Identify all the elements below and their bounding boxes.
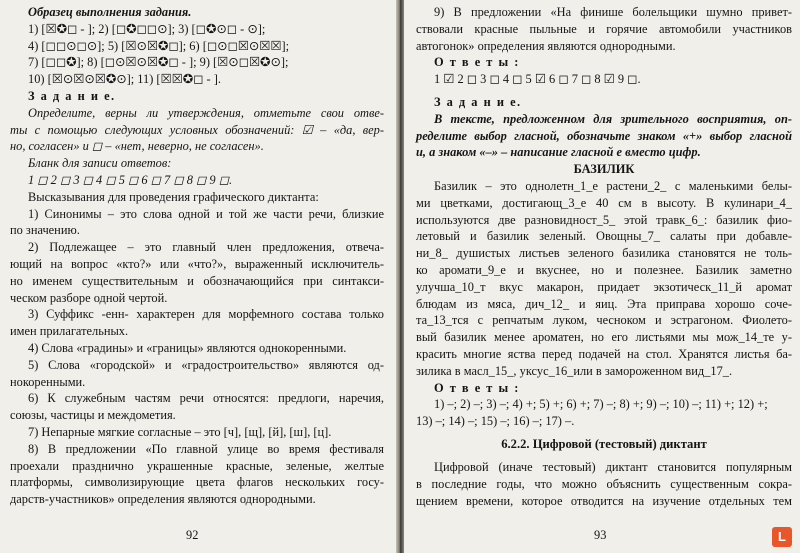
right-text-line: 6.2.2. Цифровой (тестовый) диктант (501, 436, 707, 451)
right-text-line: используются две разновидност_5_ этой травк_6_: базилик фио- (416, 212, 792, 227)
right-page (404, 0, 800, 553)
left-text-line: по значению. (10, 223, 80, 238)
left-text-line: ющий на вопрос «кто?» или «что?», выраженный исключитель- (10, 256, 384, 271)
left-page-number: 92 (186, 528, 199, 542)
left-text-line: Высказывания для проведения графического диктанта: (28, 189, 319, 204)
right-text-line: ни_8_ душистых листьев зеленого базилика становятся не толь- (416, 246, 792, 261)
right-text-line: 13) –; 14) –; 15) –; 16) –; 17) –. (416, 414, 575, 429)
right-text-line: в последние годы, что можно объяснить существенным сокра- (416, 476, 792, 491)
left-text-line: 1 ◻ 2 ◻ 3 ◻ 4 ◻ 5 ◻ 6 ◻ 7 ◻ 8 ◻ 9 ◻. (28, 172, 233, 187)
right-page-number: 93 (594, 528, 607, 542)
left-text-line: ческом разборе одной чертой. (10, 290, 168, 305)
right-text-line: 1 ☑ 2 ◻ 3 ◻ 4 ◻ 5 ☑ 6 ◻ 7 ◻ 8 ☑ 9 ◻. (434, 72, 641, 87)
left-text-line: 1) Синонимы – это слова одной и той же части речи, близкие (28, 206, 384, 221)
left-text-line: З а д а н и е. (28, 88, 116, 103)
left-text-line: 10) [☒⊙☒⊙☒✪⊙]; 11) [☒☒✪◻ - ]. (28, 72, 221, 87)
right-text-line: щением времени, которое отводится на изучение отдельных тем (416, 493, 792, 508)
left-page-text (10, 4, 384, 508)
left-text-line: Образец выполнения задания. (28, 5, 192, 19)
right-text-line: та_13_тся с репчатым луком, чесноком и эстрагоном. Фиолето- (416, 313, 792, 328)
left-text-line: 6) К служебным частям речи относятся: предлоги, наречия, (28, 391, 384, 406)
left-text-line: ты с помощью следующих условных обозначений: ☑ – «да, вер- (10, 122, 384, 137)
right-text-line: ределите выбор гласной, обозначьте знаком «+» выбор гласной (416, 128, 792, 143)
right-text-line: Базилик – это однолетн_1_е растени_2_ с маленькими белы- (434, 178, 792, 193)
left-text-line: союзы, частицы и междометия. (10, 408, 176, 423)
left-text-line: 4) [◻◻⊙◻⊙]; 5) [☒⊙☒✪◻]; 6) [◻⊙◻☒⊙☒☒]; (28, 38, 290, 53)
left-text-line: 7) Непарные мягкие согласные – это [ч], [щ], [й], [ш], [ц]. (28, 424, 332, 439)
right-text-line: БАЗИЛИК (573, 162, 635, 177)
left-text-line: дарств-участников» определения являются однородными. (10, 492, 316, 507)
book-gutter (396, 0, 404, 553)
right-text-line: Цифровой (иначе тестовый) диктант становится популярным (434, 459, 792, 474)
right-text-line: вый базилик менее ароматен, но его листьями мы мож_14_те у- (416, 330, 792, 345)
right-text-line: красить многие яства перед подачей на стол. Хранятся листья ба- (416, 346, 792, 361)
right-text-line: З а д а н и е. (434, 94, 522, 109)
left-text-line: имен прилагательных. (10, 324, 129, 339)
left-text-line: 5) Слова «городской» и «градостроительство» являются од- (28, 357, 384, 372)
left-page (0, 0, 396, 553)
left-text-line: Определите, верны ли утверждения, отметьте свои отве- (28, 105, 384, 120)
left-text-line: 7) [◻◻✪]; 8) [◻⊙☒⊙☒✪◻ - ]; 9) [☒⊙◻☒✪⊙]; (28, 55, 289, 70)
right-text-line: 9) В предложении «На финише болельщики шумно привет- (434, 5, 792, 19)
left-text-line: нокоренными. (10, 374, 86, 389)
right-text-line: ствовали красные пыльные и горячие автомобили участников (416, 21, 792, 36)
left-text-line: 3) Суффикс -енн- характерен для морфемного состава только (28, 307, 384, 322)
right-text-line: зилика в масл_15_, уксус_16_или в замороженном вид_17_. (416, 363, 733, 378)
right-text-line: ко аромати_9_е и вкуснее, но и полезнее. Базилик заметно (416, 262, 792, 277)
left-text-line: 1) [☒✪◻ - ]; 2) [◻✪◻◻⊙]; 3) [◻✪⊙◻ - ⊙]; (28, 21, 266, 36)
right-text-line: и, а знаком «–» – написание гласной е вместо цифр. (416, 145, 701, 160)
left-text-line: Бланк для записи ответов: (28, 156, 172, 171)
left-text-line: но именем существительным и обозначающийся при синтакси- (10, 273, 384, 288)
right-page-text (416, 4, 792, 509)
left-text-line: но, согласен» и ◻ – «нет, неверно, не согласен». (10, 139, 264, 154)
right-text-line: 1) –; 2) –; 3) –; 4) +; 5) +; 6) +; 7) –; 8) +; 9) –; 10) –; 11) +; 12) +; (434, 397, 768, 412)
right-text-line: блюдам из мяса, дич_12_ и яиц. Эта приправа хорошо соче- (416, 296, 792, 311)
right-text-line: О т в е т ы : (434, 55, 520, 70)
left-text-line: проехали празднично украшенные красные, зеленые, желтые (10, 458, 384, 473)
left-text-line: 8) В предложении «По главной улице во время фестиваля (28, 441, 384, 456)
right-text-line: автогонок» определения являются однородными. (416, 38, 676, 53)
right-text-line: В тексте, предложенном для зрительного восприятия, оп- (434, 111, 792, 126)
left-text-line: 4) Слова «градины» и «границы» являются однокоренными. (28, 340, 347, 355)
right-text-line: улучша_10_т вкус макарон, придает экзотическ_11_й аромат (416, 279, 792, 294)
left-text-line: платформы, символизирующие цвета флагов нескольких госу- (10, 475, 384, 490)
right-text-line: ми цветками, достигающ_3_е 40 см в высоту. В кулинари_4_ (416, 195, 792, 210)
right-text-line: летовый и базилик зеленый. Овощны_7_ салаты при добавле- (416, 229, 792, 244)
left-text-line: 2) Подлежащее – это главный член предложения, отвеча- (28, 240, 384, 255)
watermark-logo-icon: L (772, 527, 792, 547)
right-text-line: О т в е т ы : (434, 380, 520, 395)
